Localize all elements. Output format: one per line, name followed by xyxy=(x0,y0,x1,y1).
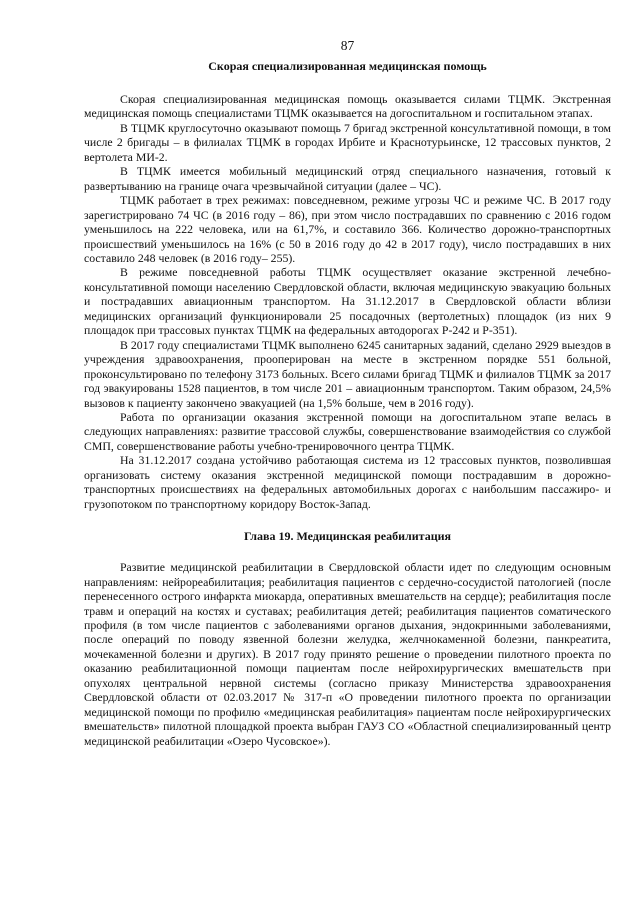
section-body-emergency-care xyxy=(84,92,611,511)
section-body-rehabilitation xyxy=(84,560,611,748)
chapter-title-rehabilitation: Глава 19. Медицинская реабилитация xyxy=(243,529,452,544)
paragraph: В режиме повседневной работы ТЦМК осуществляет оказание экстренной лечебно-консультативной помощи населению Свердловской области, включая медицинскую эвакуацию больных и пострадавших авиационным транспортом. На 31.12.2017 в Свердловской области вблизи медицинских организаций функционировали 25 посадочных (вертолетных) площадок (из них 9 площадок при трассовых пунктах ТЦМК на федеральных автодорогах Р-242 и Р-351). xyxy=(84,265,611,338)
paragraph: Развитие медицинской реабилитации в Свердловской области идет по следующим основным направлениям: нейрореабилитация; реабилитация пациентов с сердечно-сосудистой патологией (после перенесенного острого инфаркта миокарда, оперативных вмешательств на сердце); реабилитация после травм и операций на костях и суставах; реабилитация детей; реабилитация пациентов соматического профиля (в том числе пациентов с заболеваниями органов дыхания, эндокринными заболеваниями, после операций по поводу язвенной болезни желудка, желчнокаменной болезни, панкреатита, мочекаменной болезни и других). В 2017 году принято решение о проведении пилотного проекта по оказанию реабилитационной помощи пациентам после нейрохирургических вмешательств при опухолях центральной нервной системы (согласно приказу Министерства здравоохранения Свердловской области от 02.03.2017 № 317-п «О проведении пилотного проекта по организации медицинской помощи по профилю «медицинская реабилитация» пациентам после нейрохирургических вмешательств» пилотной площадкой проекта выбран ГАУЗ СО «Областной специализированный центр медицинской реабилитации «Озеро Чусовское»). xyxy=(84,560,611,748)
paragraph: ТЦМК работает в трех режимах: повседневном, режиме угрозы ЧС и режиме ЧС. В 2017 году зарегистрировано 74 ЧС (в 2016 году – 86), при этом число пострадавших по сравнению с 2016 годом уменьшилось на 222 человека, или на 61,7%, и составило 366. Количество дорожно-транспортных происшествий уменьшилось на 16% (с 50 в 2016 году до 42 в 2017 году), число пострадавших в них составило 248 человек (в 2016 году– 255). xyxy=(84,193,611,265)
document-page xyxy=(84,38,611,748)
paragraph: На 31.12.2017 создана устойчиво работающая система из 12 трассовых пунктов, позволившая организовать систему оказания экстренной медицинской помощи пострадавшим в дорожно-транспортных происшествиях на федеральных автомобильных дорогах с наибольшим пассажиро- и грузопотоком по транспортному коридору Восток-Запад. xyxy=(84,453,611,511)
paragraph: В 2017 году специалистами ТЦМК выполнено 6245 санитарных заданий, сделано 2929 выездов в учреждения здравоохранения, прооперирован на месте в экстренном порядке 551 больной, проконсультировано по телефону 3173 больных. Всего силами бригад ТЦМК и филиалов ТЦМК за 2017 год эвакуированы 1528 пациентов, в том числе 201 – авиационным транспортом. Таким образом, 24,5% вызовов к пациенту закончено эвакуацией (на 1,5% больше, чем в 2016 году). xyxy=(84,337,612,410)
section-title-emergency-care: Скорая специализированная медицинская помощь xyxy=(208,59,487,73)
page-number: 87 xyxy=(340,38,355,53)
paragraph: В ТЦМК имеется мобильный медицинский отряд специального назначения, готовый к развертыванию на границе очага чрезвычайной ситуации (далее – ЧС). xyxy=(84,164,611,193)
paragraph: Работа по организации оказания экстренной помощи на догоспитальном этапе велась в следующих направлениях: развитие трассовой службы, совершенствование взаимодействия со службой СМП, совершенствование работы учебно-тренировочного центра ТЦМК. xyxy=(84,409,611,453)
paragraph: Скорая специализированная медицинская помощь оказывается силами ТЦМК. Экстренная медицинская помощь специалистами ТЦМК оказывается на догоспитальном и госпитальном этапах. xyxy=(84,92,611,121)
paragraph: В ТЦМК круглосуточно оказывают помощь 7 бригад экстренной консультативной помощи, в том числе 2 бригады – в филиалах ТЦМК в городах Ирбите и Краснотурьинске, 12 трассовых пунктов, 2 вертолета МИ-2. xyxy=(84,120,611,164)
